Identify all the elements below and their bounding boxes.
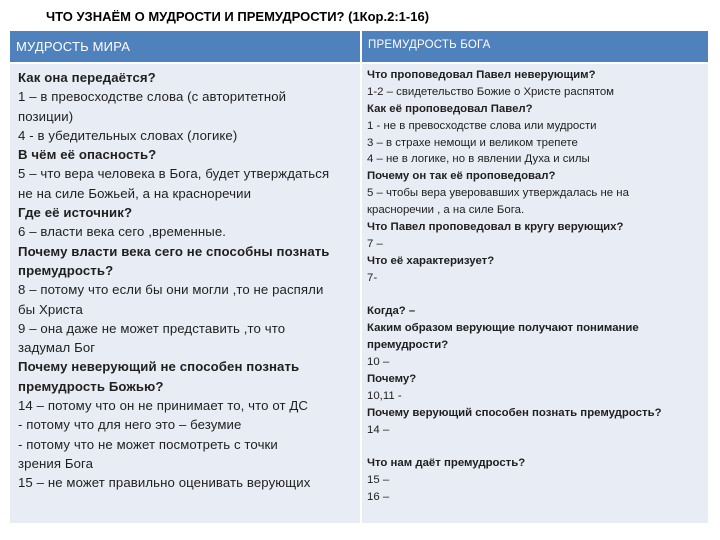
left-line: премудрость Божью? [18, 378, 164, 394]
right-line: красноречии , а на силе Бога. [367, 204, 525, 217]
header-divine-wisdom: ПРЕМУДРОСТЬ БОГА [362, 31, 708, 62]
right-line [367, 287, 708, 304]
right-line: 15 – [367, 474, 390, 487]
left-line: Как она передаётся? [18, 70, 156, 85]
left-line: Почему власти века сего не способны познать [18, 243, 330, 259]
left-line: Почему неверующий не способен познать [18, 359, 300, 375]
left-line: 8 – потому что если бы они могли ,то не распяли [18, 282, 324, 298]
left-line: 14 – потому что он не принимает то, что от ДС [18, 398, 309, 414]
header-worldly-wisdom: МУДРОСТЬ МИРА [10, 31, 360, 62]
left-line: позиции) [18, 108, 74, 124]
left-line: зрения Бога [18, 455, 94, 471]
left-line: 1 – в превосходстве слова (с авторитетной [18, 89, 287, 105]
right-line: Почему он так её проповедовал? [367, 170, 556, 183]
right-line: 10 – [367, 356, 390, 369]
right-line: 14 – [367, 423, 390, 436]
right-line: 10,11 - [367, 389, 402, 402]
comparison-table [10, 31, 708, 523]
left-line: Где её источник? [18, 205, 133, 221]
left-line: 6 – власти века сего ,временные. [18, 224, 227, 240]
left-line: - потому что для него это – безумие [18, 417, 242, 433]
slide-title-main: ЧТО УЗНАЁМ О МУДРОСТИ И ПРЕМУДРОСТИ? [46, 9, 345, 24]
right-line: Что её характеризует? [367, 254, 495, 267]
left-line: 4 - в убедительных словах (логике) [18, 127, 238, 143]
right-line: Каким образом верующие получают понимание [367, 322, 639, 335]
right-line: Что нам даёт премудрость? [367, 457, 526, 470]
right-line: Когда? – [367, 305, 416, 318]
right-line: 1 - не в превосходстве слова или мудрости [367, 119, 597, 132]
right-line: Как её проповедовал Павел? [367, 102, 533, 115]
divine-wisdom-cell [362, 64, 708, 523]
slide-title [46, 9, 429, 24]
right-line: 4 – не в логике, но в явлении Духа и силы [367, 153, 590, 166]
table-header-row [10, 31, 708, 62]
worldly-wisdom-cell [10, 64, 360, 523]
left-line: 15 – не может правильно оценивать верующих [18, 475, 311, 491]
table-body-row [10, 64, 708, 523]
left-line: В чём её опасность? [18, 147, 157, 163]
left-line: 9 – она даже не может представить ,то что [18, 320, 286, 336]
right-line: 1-2 – свидетельство Божие о Христе распятом [367, 85, 614, 98]
left-line: задумал Бог [18, 340, 96, 356]
right-line: 7 – [367, 237, 383, 250]
right-line: премудрости? [367, 339, 449, 352]
right-line: Почему? [367, 373, 417, 386]
right-line [367, 439, 708, 456]
right-line: 3 – в страхе немощи и великом трепете [367, 136, 578, 149]
left-line: - потому что не может посмотреть с точки [18, 436, 278, 452]
right-line: Что проповедовал Павел неверующим? [367, 69, 596, 81]
left-line: бы Христа [18, 301, 83, 317]
left-line: 5 – что вера человека в Бога, будет утверждаться [18, 166, 330, 182]
right-line: 5 – чтобы вера уверовавших утверждалась не на [367, 187, 629, 200]
slide-title-reference: (1Кор.2:1-16) [348, 9, 430, 24]
right-line: Почему верующий способен познать премудрость? [367, 406, 662, 419]
left-line: не на силе Божьей, а на красноречии [18, 185, 252, 201]
right-line: 7- [367, 271, 378, 284]
right-line: Что Павел проповедовал в кругу верующих? [367, 221, 624, 234]
right-line: 16 – [367, 491, 390, 504]
left-line: премудрость? [18, 262, 114, 278]
